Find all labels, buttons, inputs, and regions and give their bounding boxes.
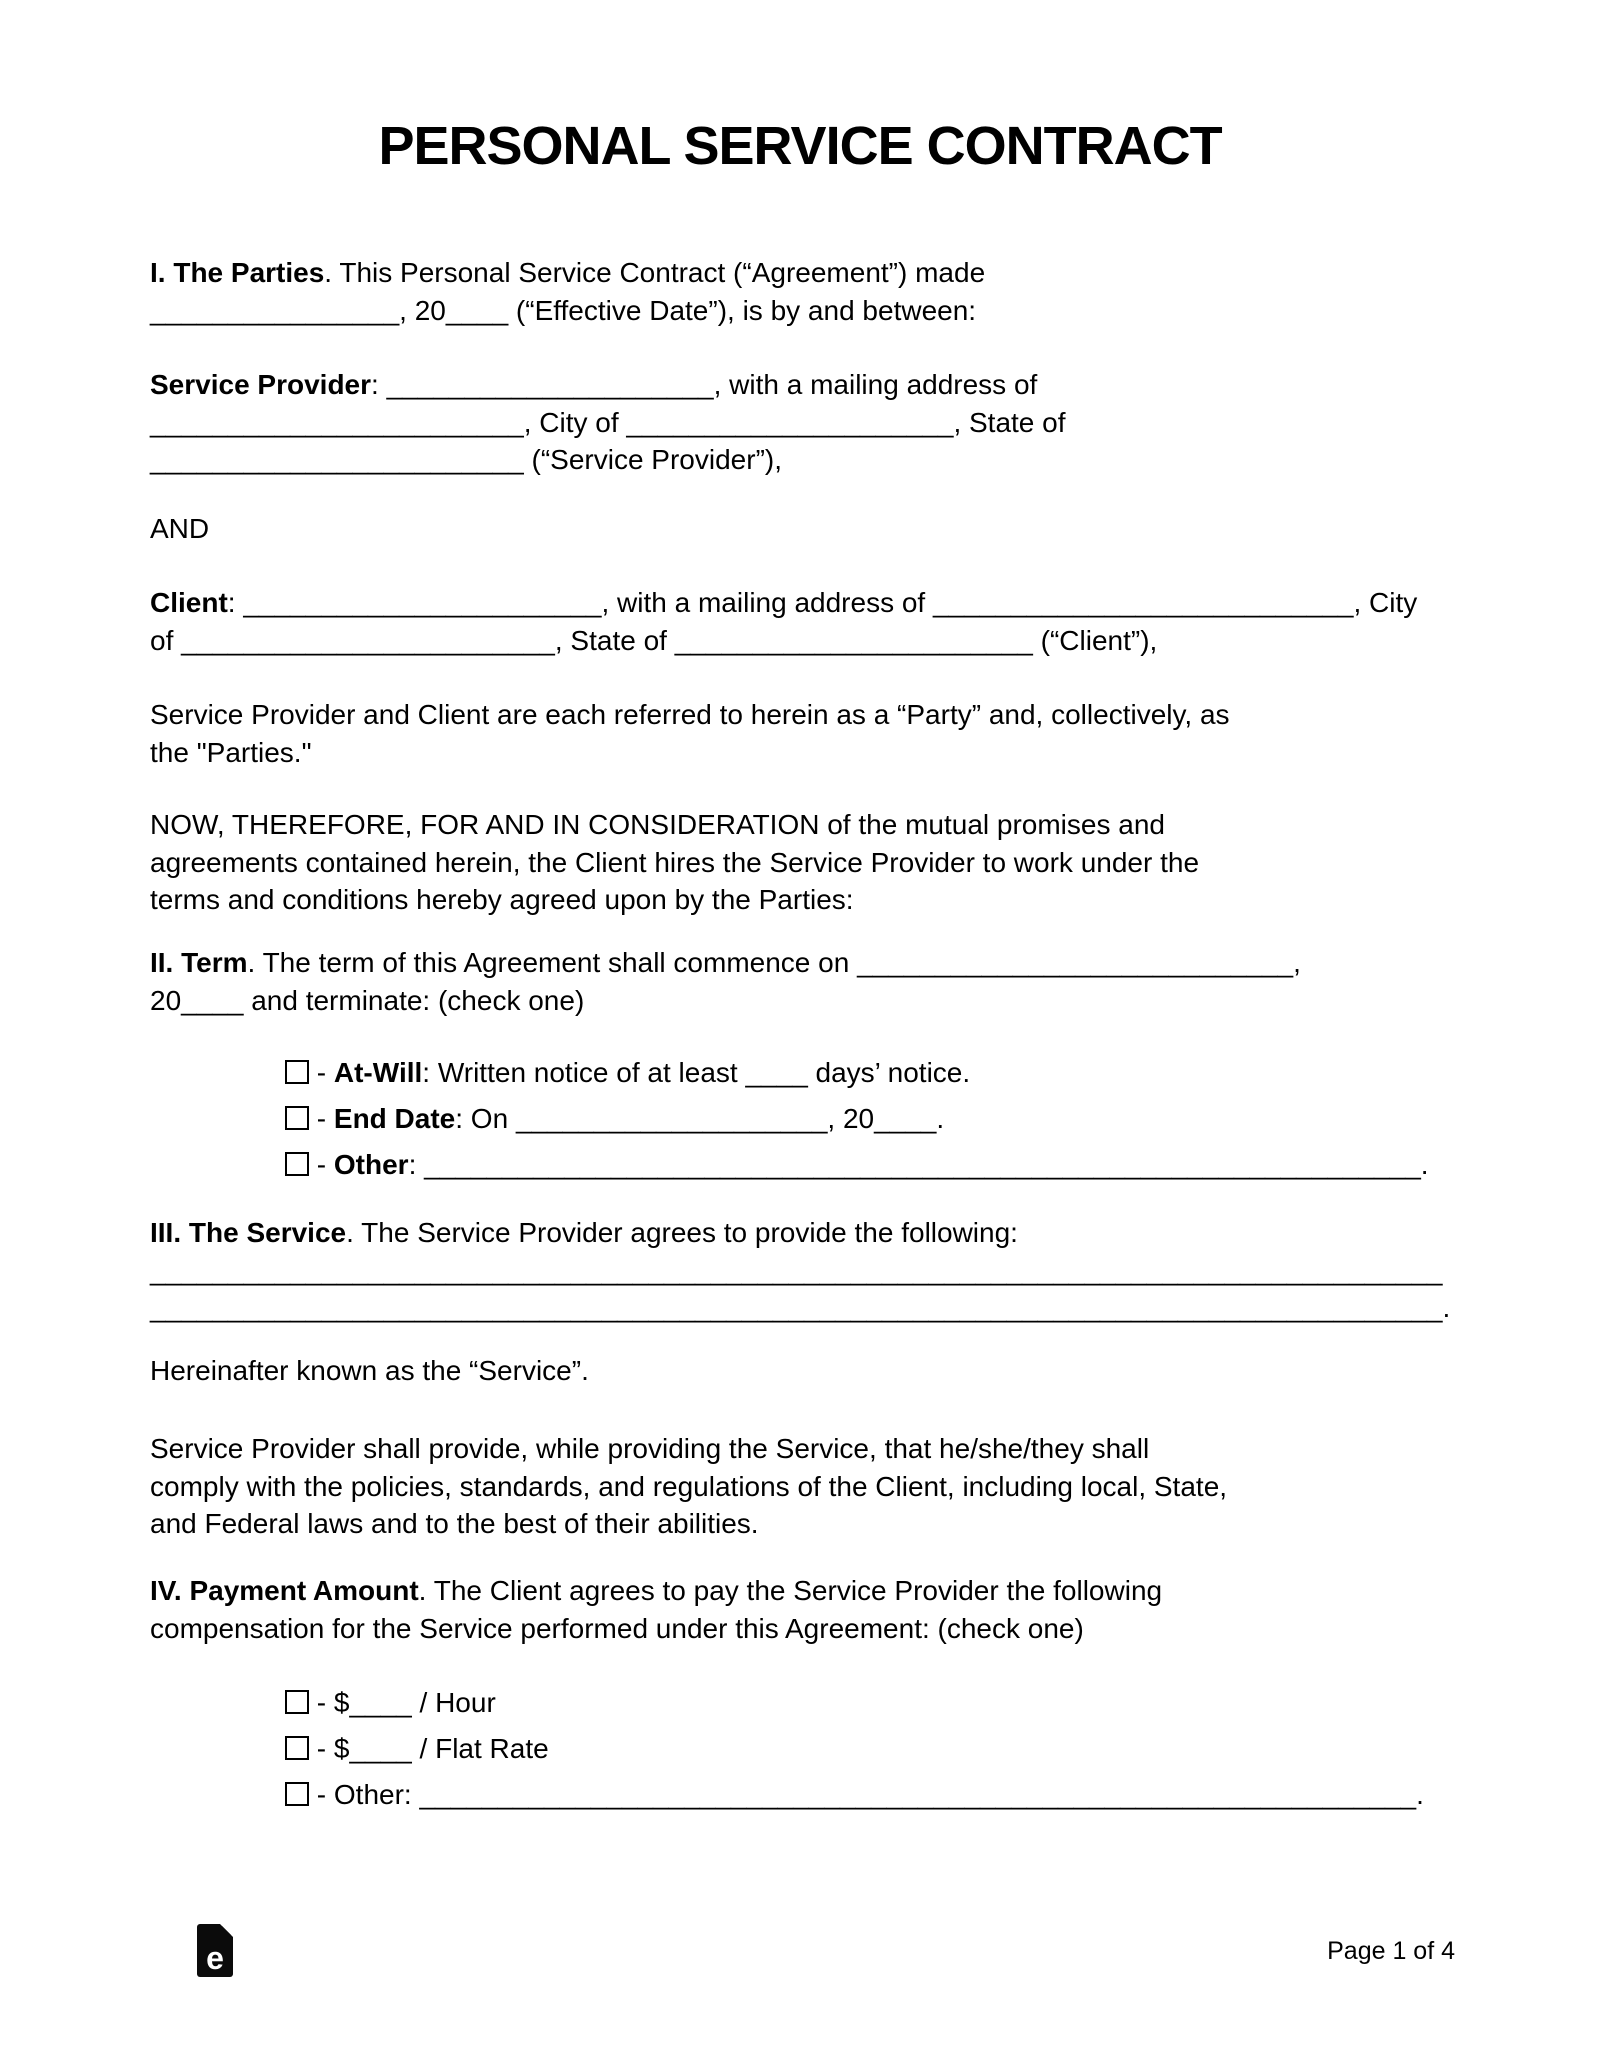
term-option-other: - Other: ________________________________________________________________. (285, 1142, 1465, 1188)
paragraph-line: ________________________, City of _____________________, State of (150, 406, 1066, 438)
paragraph-line: NOW, THEREFORE, FOR AND IN CONSIDERATION of the mutual promises and (150, 809, 1165, 840)
paragraph-line: AND (150, 513, 210, 544)
term-option-end-date: - End Date: On ____________________, 20____. (285, 1096, 1465, 1142)
section-heading: III. The Service (150, 1217, 347, 1248)
section-heading: I. The Parties (150, 257, 325, 288)
paragraph-line: Client: _______________________, with a mailing address of ___________________________, City (150, 587, 1418, 618)
paragraph-line: Service Provider and Client are each referred to herein as a “Party” and, collectively, as (150, 699, 1230, 730)
option-label: Other (333, 1149, 409, 1180)
paragraph-line: Service Provider shall provide, while providing the Service, that he/she/they shall (150, 1433, 1150, 1464)
section-heading: II. Term (150, 947, 248, 978)
paragraph-line: Service Provider: _____________________, with a mailing address of (150, 369, 1038, 400)
compliance-paragraph (150, 1430, 1462, 1543)
checkbox-icon[interactable] (285, 1736, 309, 1760)
eforms-logo-letter: e (206, 1940, 224, 1976)
paragraph-line: Hereinafter known as the “Service”. (150, 1355, 589, 1386)
parties-reference-paragraph (150, 696, 1462, 771)
term-option-at-will: - At-Will: Written notice of at least ____ days’ notice. (285, 1050, 1465, 1096)
section-term (150, 944, 1462, 1019)
fill-in-blank-line: ___________________________________________________________________________________ (150, 1254, 1443, 1286)
payment-option-flat-rate: - $____ / Flat Rate (285, 1726, 1465, 1772)
paragraph-line: IV. Payment Amount. The Client agrees to pay the Service Provider the following (150, 1575, 1163, 1606)
page-fold-flap-icon (222, 1926, 231, 1935)
checkbox-icon[interactable] (285, 1782, 309, 1806)
paragraph-line: ________________, 20____ (“Effective Date”), is by and between: (150, 294, 977, 326)
option-label: End Date (333, 1103, 456, 1134)
checkbox-icon[interactable] (285, 1152, 309, 1176)
paragraph-line: and Federal laws and to the best of their abilities. (150, 1508, 759, 1539)
section-payment-amount (150, 1572, 1462, 1647)
page-title: PERSONAL SERVICE CONTRACT (378, 116, 1222, 176)
paragraph-line: comply with the policies, standards, and regulations of the Client, including local, State, (150, 1470, 1228, 1502)
payment-option-other: - Other: ________________________________________________________________. (285, 1772, 1465, 1818)
paragraph-line: I. The Parties. This Personal Service Contract (“Agreement”) made (150, 257, 986, 288)
term-options-list (285, 1050, 1465, 1188)
checkbox-icon[interactable] (285, 1106, 309, 1130)
checkbox-icon[interactable] (285, 1060, 309, 1084)
payment-option-hourly: - $____ / Hour (285, 1680, 1465, 1726)
paragraph-line: compensation for the Service performed under this Agreement: (check one) (150, 1612, 1084, 1644)
paragraph-line: II. Term. The term of this Agreement shall commence on ____________________________, (150, 947, 1301, 978)
section-parties (150, 254, 1462, 329)
section-heading: Client (150, 587, 228, 618)
payment-options-list (285, 1680, 1465, 1818)
paragraph-line: ________________________ (“Service Provider”), (150, 444, 782, 475)
eforms-logo-icon (197, 1924, 233, 1977)
checkbox-icon[interactable] (285, 1690, 309, 1714)
fill-in-blank-line: ___________________________________________________________________________________. (150, 1292, 1451, 1323)
section-the-service (150, 1214, 1462, 1327)
hereinafter-paragraph (150, 1352, 1462, 1390)
section-client (150, 584, 1462, 659)
paragraph-line: agreements contained herein, the Client hires the Service Provider to work under the (150, 846, 1200, 878)
and-connector (150, 510, 1462, 548)
paragraph-line: III. The Service. The Service Provider agrees to provide the following: (150, 1217, 1018, 1248)
section-service-provider (150, 366, 1462, 479)
paragraph-line: of ________________________, State of _______________________ (“Client”), (150, 624, 1158, 656)
section-heading: Service Provider (150, 369, 372, 400)
paragraph-line: terms and conditions hereby agreed upon by the Parties: (150, 884, 854, 915)
paragraph-line: 20____ and terminate: (check one) (150, 984, 585, 1016)
section-heading: IV. Payment Amount (150, 1575, 419, 1606)
option-label: At-Will (333, 1057, 423, 1088)
paragraph-line: the "Parties." (150, 736, 312, 768)
consideration-paragraph (150, 806, 1462, 919)
page-number: Page 1 of 4 (1327, 1937, 1455, 1965)
